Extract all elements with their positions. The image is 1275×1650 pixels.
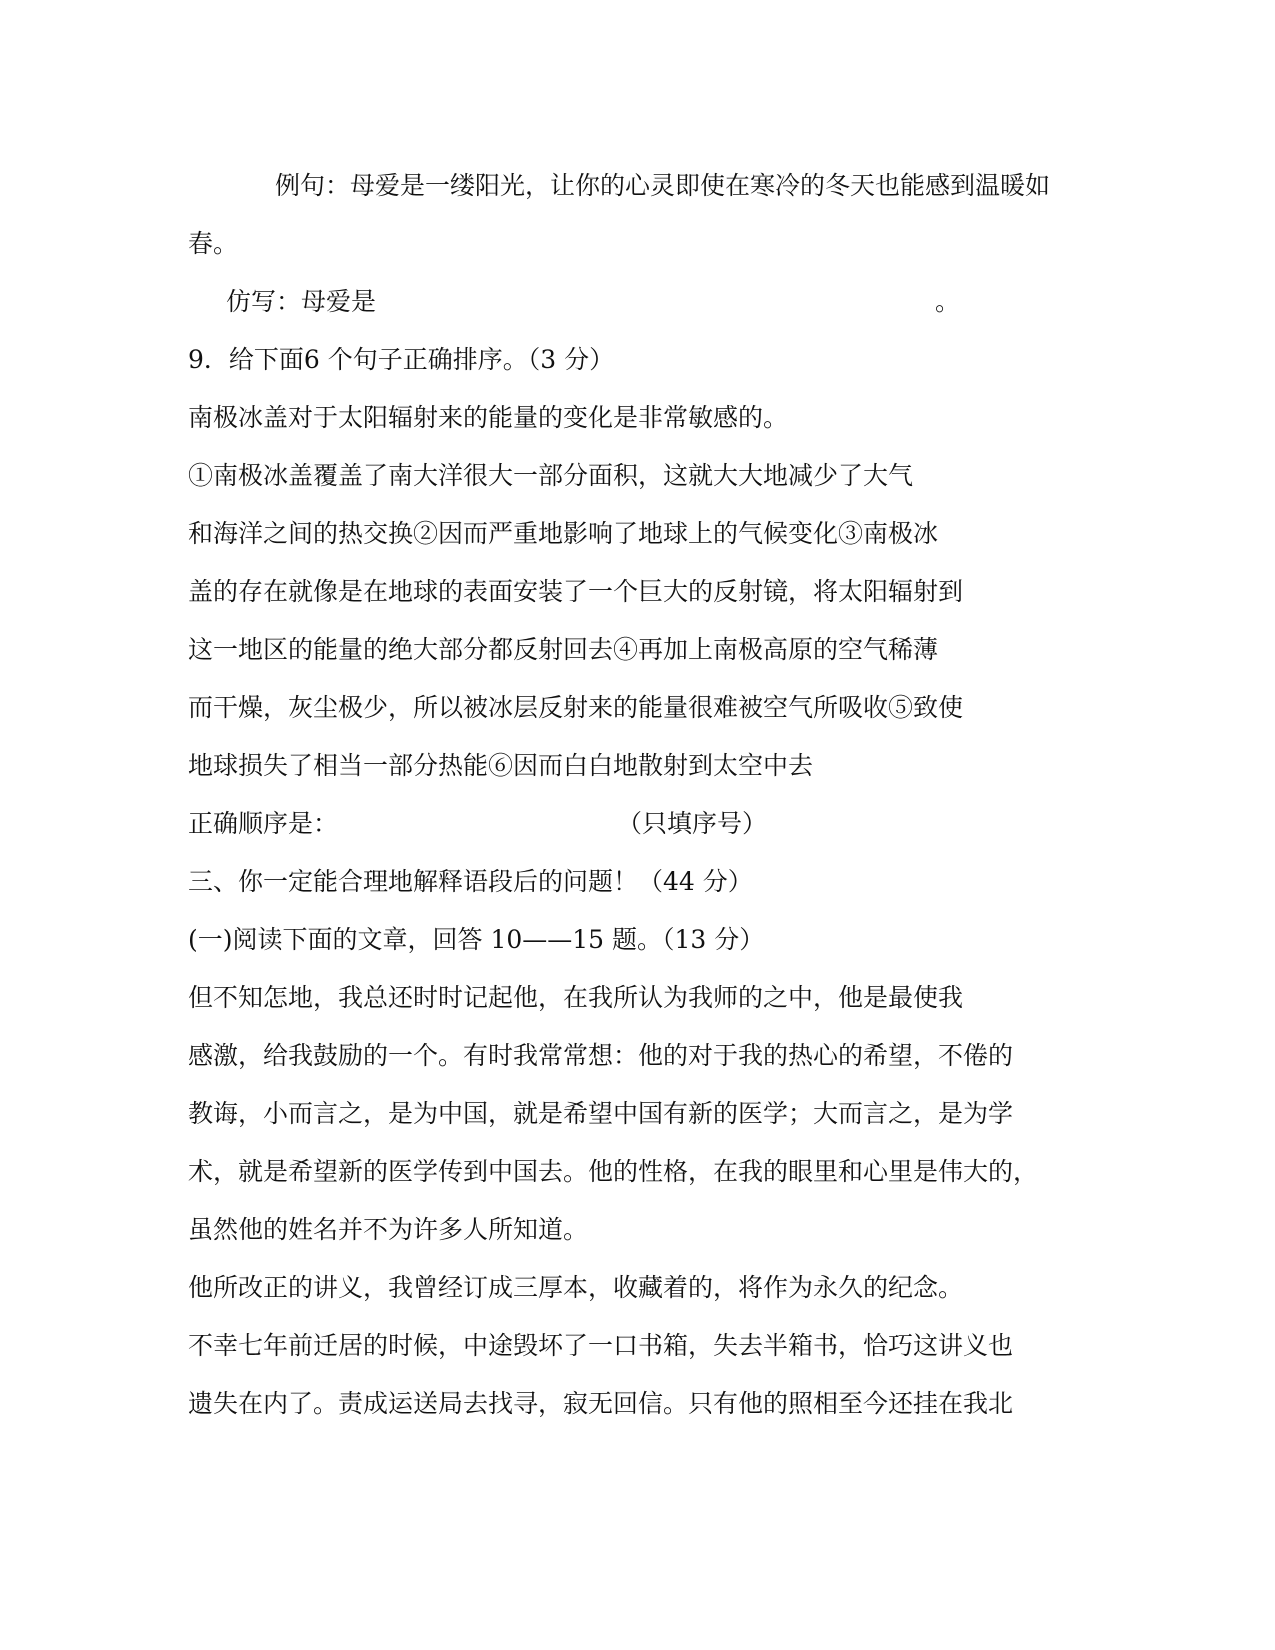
question-9-line: 而干燥，灰尘极少，所以被冰层反射来的能量很难被空气所吸收⑤致使 <box>188 693 964 722</box>
question-9-title: 9．给下面6 个句子正确排序。（3 分） <box>188 345 615 374</box>
part-1-title: (一)阅读下面的文章，回答 10——15 题。（13 分） <box>188 925 765 954</box>
example-line-2: 春。 <box>188 229 239 258</box>
imitation-prompt: 仿写：母爱是 <box>226 287 377 316</box>
imitation-end-mark: 。 <box>935 287 961 316</box>
question-9-line: 这一地区的能量的绝大部分都反射回去④再加上南极高原的空气稀薄 <box>188 635 939 664</box>
passage-line: 不幸七年前迁居的时候，中途毁坏了一口书箱，失去半箱书，恰巧这讲义也 <box>188 1331 1014 1360</box>
section-3-title: 三、你一定能合理地解释语段后的问题！（44 分） <box>188 867 753 896</box>
passage-line: 但不知怎地，我总还时时记起他，在我所认为我师的之中，他是最使我 <box>188 983 964 1012</box>
example-line-1: 例句：母爱是一缕阳光，让你的心灵即使在寒冷的冬天也能感到温暖如 <box>275 171 1051 200</box>
passage-line: 虽然他的姓名并不为许多人所知道。 <box>188 1215 589 1244</box>
answer-note: （只填序号） <box>617 809 768 838</box>
passage-line: 术，就是希望新的医学传到中国去。他的性格，在我的眼里和心里是伟大的， <box>188 1157 1039 1186</box>
question-9-line: 地球损失了相当一部分热能⑥因而白白地散射到太空中去 <box>188 751 814 780</box>
passage-line: 教诲，小而言之，是为中国，就是希望中国有新的医学；大而言之，是为学 <box>188 1099 1014 1128</box>
passage-line: 遗失在内了。责成运送局去找寻，寂无回信。只有他的照相至今还挂在我北 <box>188 1389 1014 1418</box>
question-9-line: ①南极冰盖覆盖了南大洋很大一部分面积，这就大大地减少了大气 <box>188 461 914 490</box>
question-9-line: 和海洋之间的热交换②因而严重地影响了地球上的气候变化③南极冰 <box>188 519 939 548</box>
passage-line: 他所改正的讲义，我曾经订成三厚本，收藏着的，将作为永久的纪念。 <box>188 1273 964 1302</box>
question-9-lead: 南极冰盖对于太阳辐射来的能量的变化是非常敏感的。 <box>188 403 789 432</box>
question-9-line: 盖的存在就像是在地球的表面安装了一个巨大的反射镜，将太阳辐射到 <box>188 577 964 606</box>
passage-line: 感激，给我鼓励的一个。有时我常常想：他的对于我的热心的希望，不倦的 <box>188 1041 1014 1070</box>
answer-label: 正确顺序是： <box>188 809 339 838</box>
